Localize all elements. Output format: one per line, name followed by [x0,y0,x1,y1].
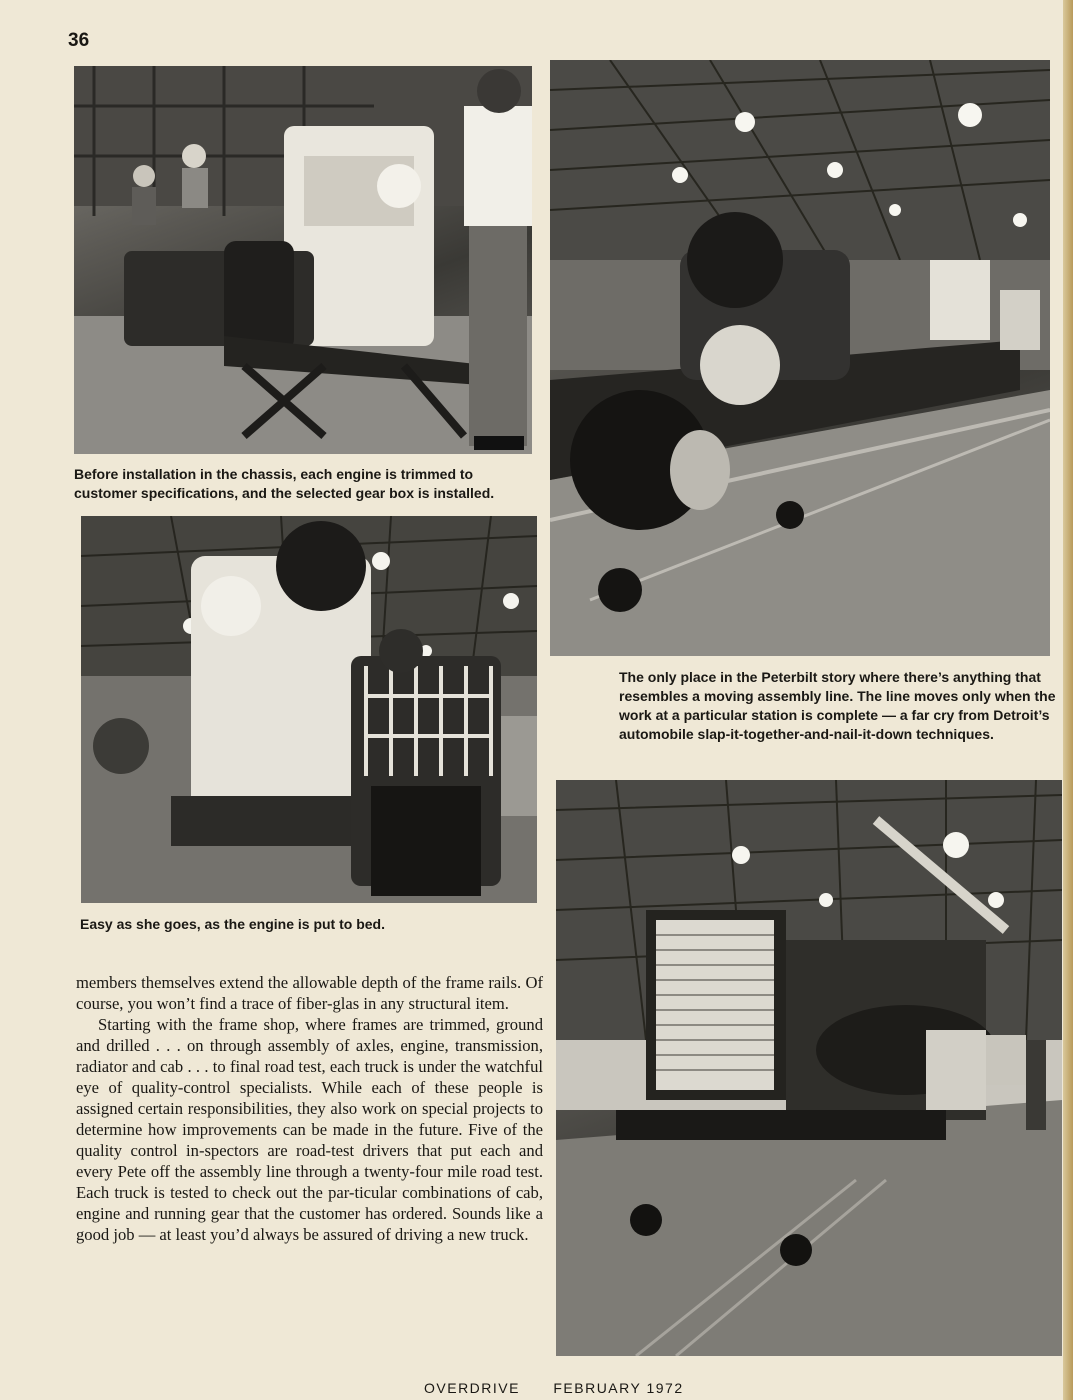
photo-engine-to-bed-image [81,516,537,903]
article-paragraph: members themselves extend the allowable depth of the frame rails. Of course, you won’t find a trace of fiber-glas in any structural item. [76,973,543,1013]
article-body [76,972,543,1245]
photo-engine-trim-image [74,66,532,454]
page-spine-edge [1063,0,1073,1400]
article-paragraph: Starting with the frame shop, where frames are trimmed, ground and drilled . . . on through assembly of axles, engine, transmission, radiator and cab . . . to final road test, each truck is under the watchful eye of quality-control specialists. While each of these people is assigned certain responsibilities, they also work on special projects to determine how improvements can be made in the future. Five of the quality control in-spectors are road-test drivers that put each and every Pete off the assembly line through a twenty-four mile road test. Each truck is tested to check out the par-ticular combinations of cab, engine and running gear that the customer has ordered. Sounds like a good job — at least you’d always be assured of driving a new truck. [76,1015,543,1244]
photo-radiator-line-image [556,780,1062,1356]
photo-assembly-line-image [550,60,1050,656]
caption-engine-to-bed: Easy as she goes, as the engine is put to bed. [80,916,385,932]
page-number: 36 [68,30,90,51]
page-footer [424,1380,684,1396]
photo-radiator-line [556,780,1062,1356]
footer-publication: OVERDRIVE [424,1380,520,1396]
photo-assembly-line [550,60,1050,656]
footer-date: FEBRUARY 1972 [553,1380,684,1396]
photo-engine-trim [74,66,532,454]
photo-engine-to-bed [81,516,537,903]
caption-engine-trim: Before installation in the chassis, each engine is trimmed to customer specifications, and the selected gear box is installed. [74,466,495,501]
caption-assembly-line: The only place in the Peterbilt story where there’s anything that resembles a moving assembly line. The line moves only when the work at a particular station is complete — a far cry from Detroit’s automobile slap-it-together-and-nail-it-down techniques. [619,669,1056,742]
